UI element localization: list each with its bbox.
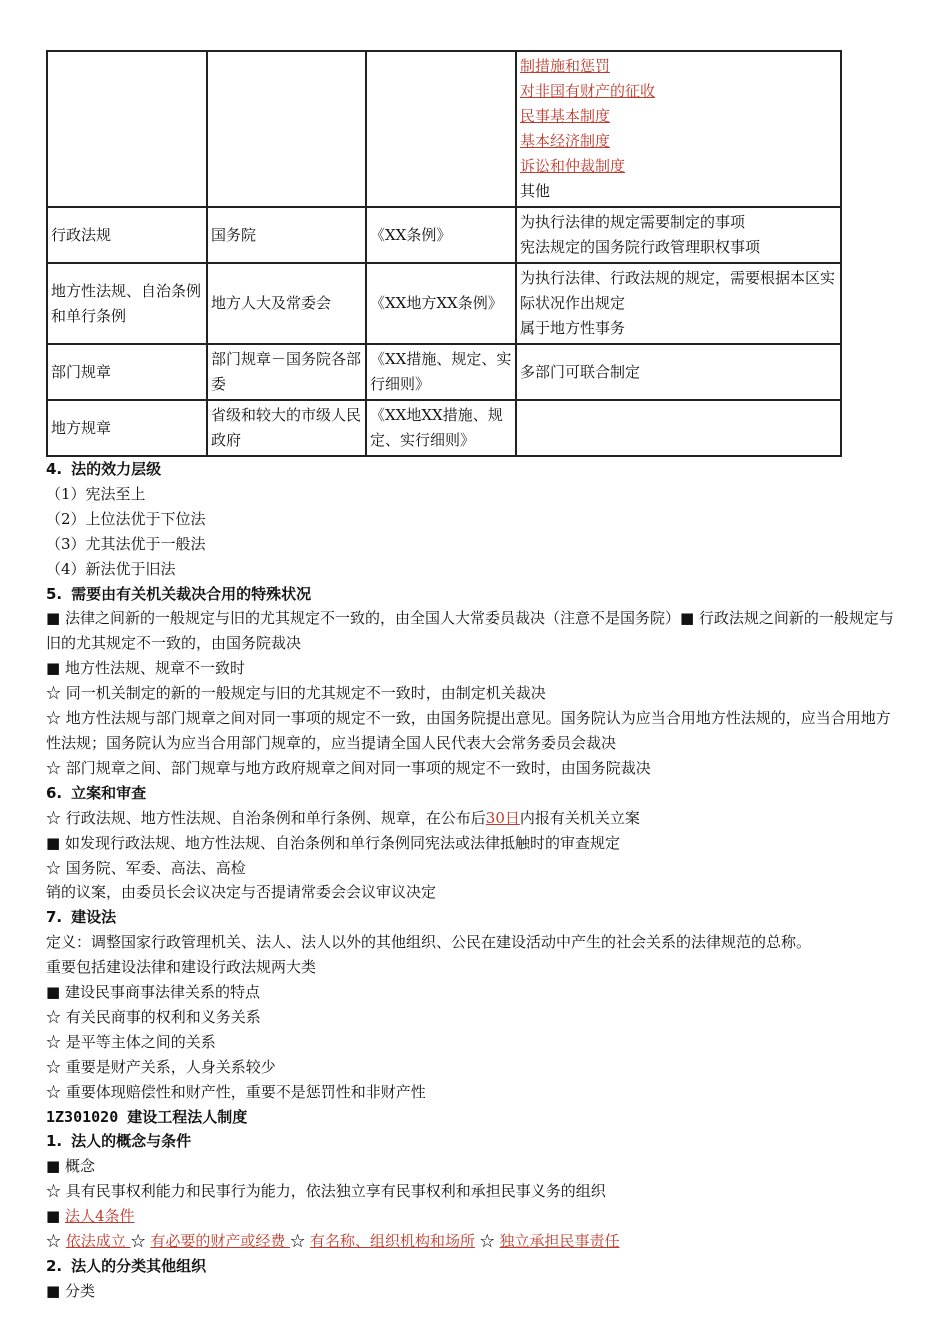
section-heading: 4. 法的效力层级	[46, 460, 162, 478]
table-cell	[207, 51, 366, 207]
star-bullet: ☆	[46, 1232, 62, 1251]
star-bullet: ☆	[290, 1232, 306, 1251]
condition-link[interactable]: 有必要的财产或经费	[150, 1232, 291, 1251]
section-heading: 5. 需要由有关机关裁决合用的特殊状况	[46, 584, 312, 603]
table-cell-name: 《XX条例》	[366, 207, 516, 263]
table-cell-type: 地方性法规、自治条例和单行条例	[47, 263, 207, 344]
table-cell-name: 《XX地方XX条例》	[366, 263, 516, 344]
scope-line: 其他	[520, 182, 551, 200]
paragraph: 销的议案，由委员长会议决定与否提请常委会会议审议决定	[46, 883, 437, 902]
list-item: （1）宪法至上	[46, 484, 146, 503]
section-heading: 7. 建设法	[46, 908, 117, 927]
text-run: ☆ 行政法规、地方性法规、自治条例和单行条例、规章，在公布后	[46, 808, 486, 827]
paragraph: ☆ 同一机关制定的新的一般规定与旧的尤其规定不一致时，由制定机关裁决	[46, 684, 546, 703]
section-heading: 1Z301020 建设工程法人制度	[46, 1107, 248, 1126]
list-item: （3）尤其法优于一般法	[46, 534, 206, 553]
table-cell	[366, 51, 516, 207]
paragraph: ■ 建设民事商事法律关系的特点	[46, 983, 260, 1002]
scope-line[interactable]: 制措施和惩罚	[520, 57, 611, 75]
section-heading: 1. 法人的概念与条件	[46, 1132, 192, 1151]
paragraph: ■ 分类	[46, 1281, 95, 1300]
paragraph: ☆ 重要是财产关系，人身关系较少	[46, 1057, 276, 1076]
table-cell-maker: 国务院	[207, 207, 366, 263]
table-cell-scope	[516, 207, 841, 263]
paragraph: ☆ 国务院、军委、高法、高检	[46, 858, 246, 877]
table-cell-name: 《XX措施、规定、实行细则》	[366, 344, 516, 400]
conditions-line	[46, 1229, 906, 1254]
table-cell-name: 《XX地XX措施、规定、实行细则》	[366, 400, 516, 456]
table-row	[47, 207, 841, 263]
document-body	[46, 50, 906, 1304]
table-cell-maker: 地方人大及常委会	[207, 263, 366, 344]
table-cell-scope	[516, 263, 841, 344]
paragraph	[46, 806, 906, 831]
paragraph: ■ 法律之间新的一般规定与旧的尤其规定不一致的，由全国人大常委员裁决（注意不是国务院）■ 行政法规之间新的一般规定与旧的尤其规定不一致的，由国务院裁决	[46, 609, 894, 653]
table-row	[47, 263, 841, 344]
paragraph: ☆ 具有民事权利能力和民事行为能力，依法独立享有民事权利和承担民事义务的组织	[46, 1182, 606, 1201]
table-cell-type: 行政法规	[47, 207, 207, 263]
paragraph	[46, 1204, 906, 1229]
list-item: （2）上位法优于下位法	[46, 509, 206, 528]
condition-link[interactable]: 独立承担民事责任	[499, 1232, 620, 1251]
section-heading: 2. 法人的分类其他组织	[46, 1257, 207, 1275]
condition-link[interactable]: 有名称、组织机构和场所	[309, 1232, 475, 1251]
scope-line: 属于地方性事务	[520, 319, 626, 337]
scope-line: 宪法规定的国务院行政管理职权事项	[520, 238, 761, 256]
table-cell	[47, 51, 207, 207]
scope-list	[520, 54, 837, 204]
table-row	[47, 400, 841, 456]
star-bullet: ☆	[479, 1232, 495, 1251]
table-cell-type: 部门规章	[47, 344, 207, 400]
scope-line[interactable]: 诉讼和仲裁制度	[520, 157, 626, 175]
paragraph: ■ 地方性法规、规章不一致时	[46, 659, 245, 678]
scope-line: 为执行法律、行政法规的规定，需要根据本区实际状况作出规定	[520, 269, 836, 312]
scope-line[interactable]: 对非国有财产的征收	[520, 82, 656, 100]
paragraph: 定义：调整国家行政管理机关、法人、法人以外的其他组织、公民在建设活动中产生的社会关系的法律规范的总称。	[46, 933, 812, 952]
table-cell-maker: 部门规章－国务院各部委	[207, 344, 366, 400]
highlight-link[interactable]: 30日	[485, 808, 520, 827]
table-cell-scope: 多部门可联合制定	[516, 344, 841, 400]
paragraph: 重要包括建设法律和建设行政法规两大类	[46, 958, 317, 977]
table-cell-type: 地方规章	[47, 400, 207, 456]
highlight-link[interactable]: 法人4条件	[64, 1207, 135, 1226]
legislation-table	[46, 50, 842, 457]
bullet-square: ■	[46, 1207, 61, 1226]
paragraph: ☆ 有关民商事的权利和义务关系	[46, 1007, 261, 1026]
scope-line[interactable]: 基本经济制度	[520, 132, 611, 150]
paragraph: ☆ 地方性法规与部门规章之间对同一事项的规定不一致，由国务院提出意见。国务院认为应当合用地方性法规的，应当合用地方性法规；国务院认为应当合用部门规章的，应当提请全国人民代表大会常务委员会裁决	[46, 709, 891, 752]
paragraph: ■ 如发现行政法规、地方性法规、自治条例和单行条例同宪法或法律抵触时的审查规定	[46, 833, 620, 852]
table-cell-scope	[516, 51, 841, 207]
table-row	[47, 51, 841, 207]
section-heading: 6. 立案和审查	[46, 783, 147, 802]
star-bullet: ☆	[130, 1232, 146, 1251]
paragraph: ☆ 部门规章之间、部门规章与地方政府规章之间对同一事项的规定不一致时，由国务院裁决	[46, 758, 651, 777]
table-row	[47, 344, 841, 400]
paragraph: ☆ 重要体现赔偿性和财产性，重要不是惩罚性和非财产性	[46, 1082, 426, 1101]
scope-line[interactable]: 民事基本制度	[520, 107, 611, 125]
paragraph: ☆ 是平等主体之间的关系	[46, 1032, 216, 1051]
table-cell-scope	[516, 400, 841, 456]
scope-line: 为执行法律的规定需要制定的事项	[520, 213, 746, 231]
text-run: 内报有关机关立案	[519, 808, 640, 827]
condition-link[interactable]: 依法成立	[65, 1232, 131, 1251]
paragraph: ■ 概念	[46, 1157, 95, 1176]
table-cell-maker: 省级和较大的市级人民政府	[207, 400, 366, 456]
list-item: （4）新法优于旧法	[46, 559, 176, 578]
